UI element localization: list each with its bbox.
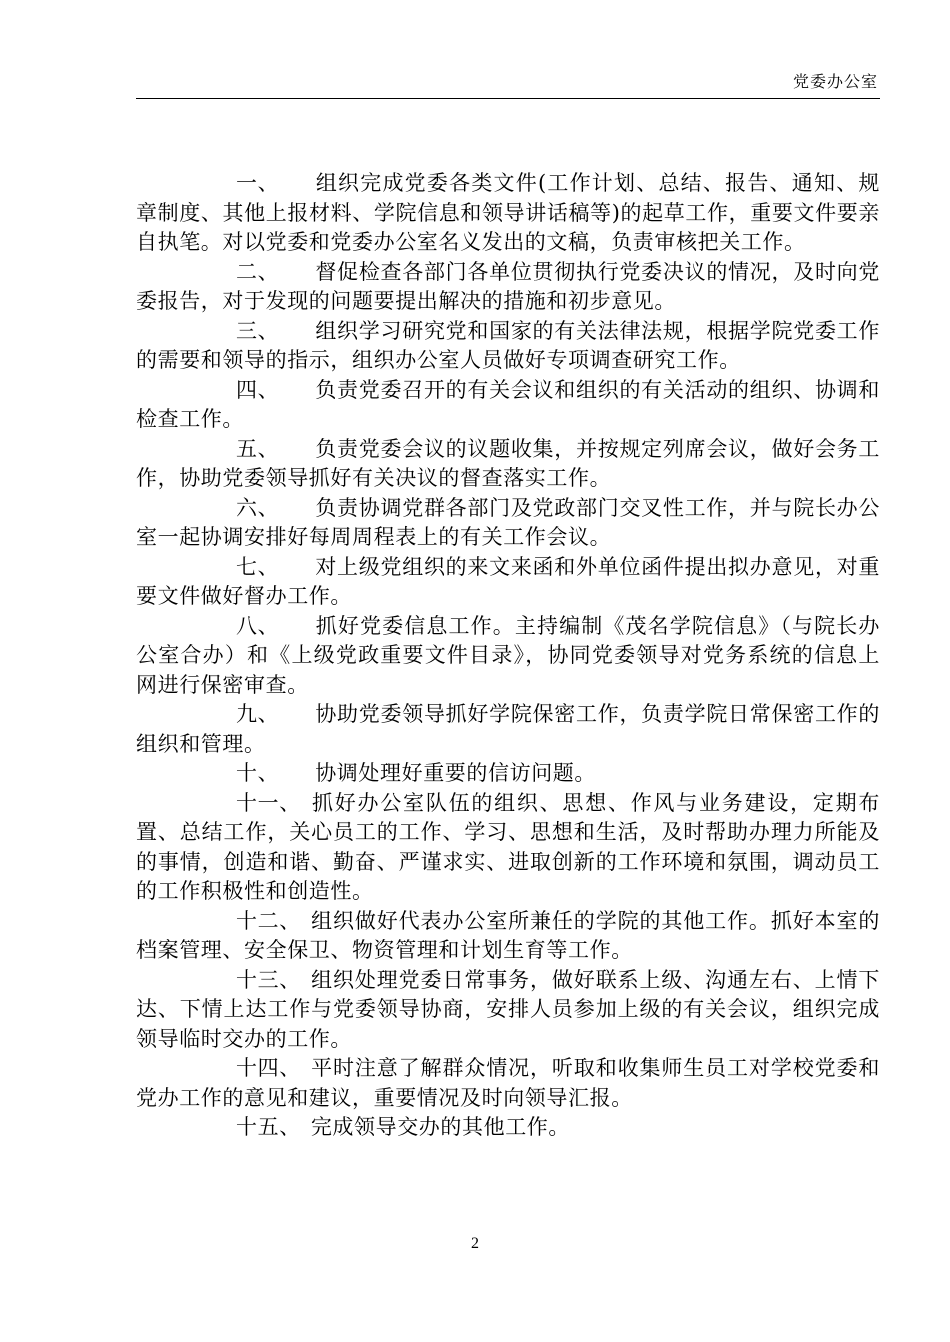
duty-number: 五、 [236,436,280,461]
duty-text: 督促检查各部门各单位贯彻执行党委决议的情况，及时向党委报告，对于发现的问题要提出解决的措施和初步意见。 [136,259,880,313]
duty-item [136,169,880,258]
page-number: 2 [471,1235,479,1252]
duty-item [136,317,880,376]
duty-item [136,789,880,907]
duty-item [136,700,880,759]
duty-item [136,612,880,701]
duty-text: 负责协调党群各部门及党政部门交叉性工作，并与院长办公室一起协调安排好每周周程表上的有关工作会议。 [136,495,880,549]
duty-item [136,376,880,435]
duty-item [136,907,880,966]
duty-number: 四、 [236,377,280,402]
duty-text: 抓好办公室队伍的组织、思想、作风与业务建设，定期布置、总结工作，关心员工的工作、学习、思想和生活，及时帮助办理力所能及的事情，创造和谐、勤奋、严谨求实、进取创新的工作环境和氛围，调动员工的工作积极性和创造性。 [136,790,880,903]
duty-number: 八、 [236,613,280,638]
duty-text: 完成领导交办的其他工作。 [310,1115,571,1139]
duty-item [136,1113,880,1143]
duties-list [136,169,880,1143]
duty-number: 三、 [236,318,280,343]
duty-number: 九、 [236,702,280,726]
duty-text: 抓好党委信息工作。主持编制《茂名学院信息》（与院长办公室合办）和《上级党政重要文件目录》，协同党委领导对党务系统的信息上网进行保密审查。 [136,613,880,697]
duty-item [136,966,880,1055]
duty-item [136,435,880,494]
duty-item [136,1054,880,1113]
duty-number: 十、 [236,761,280,785]
duty-number: 十四、 [236,1056,301,1080]
duty-text: 负责党委会议的议题收集，并按规定列席会议，做好会务工作，协助党委领导抓好有关决议的督查落实工作。 [136,436,880,490]
duty-number: 一、 [236,171,280,195]
duty-text: 组织完成党委各类文件(工作计划、总结、报告、通知、规章制度、其他上报材料、学院信息和领导讲话稿等)的起草工作，重要文件要亲自执笔。对以党委和党委办公室名义发出的文稿，负责审核把关工作。 [136,171,880,254]
duty-item [136,258,880,317]
duty-number: 十二、 [236,908,301,933]
duty-text: 组织做好代表办公室所兼任的学院的其他工作。抓好本室的档案管理、安全保卫、物资管理和计划生育等工作。 [136,908,880,962]
duty-item [136,494,880,553]
duty-text: 负责党委召开的有关会议和组织的有关活动的组织、协调和检查工作。 [136,377,880,431]
duty-item [136,759,880,789]
duty-number: 六、 [236,495,280,520]
duty-text: 协调处理好重要的信访问题。 [315,761,597,785]
duty-number: 十一、 [236,790,301,815]
duty-text: 平时注意了解群众情况，听取和收集师生员工对学校党委和党办工作的意见和建议，重要情况及时向领导汇报。 [136,1056,880,1110]
duty-text: 对上级党组织的来文来函和外单位函件提出拟办意见，对重要文件做好督办工作。 [136,554,880,608]
duty-text: 组织学习研究党和国家的有关法律法规，根据学院党委工作的需要和领导的指示，组织办公室人员做好专项调查研究工作。 [136,318,880,372]
duty-number: 十三、 [236,967,301,992]
duty-text: 协助党委领导抓好学院保密工作，负责学院日常保密工作的组织和管理。 [136,702,880,756]
duty-number: 二、 [236,259,280,284]
duty-number: 七、 [236,554,280,579]
duty-number: 十五、 [236,1115,301,1139]
header-office-name: 党委办公室 [792,72,878,91]
duty-text: 组织处理党委日常事务，做好联系上级、沟通左右、上情下达、下情上达工作与党委领导协商，安排人员参加上级的有关会议，组织完成领导临时交办的工作。 [136,967,880,1051]
header-divider [136,98,880,99]
duty-item [136,553,880,612]
